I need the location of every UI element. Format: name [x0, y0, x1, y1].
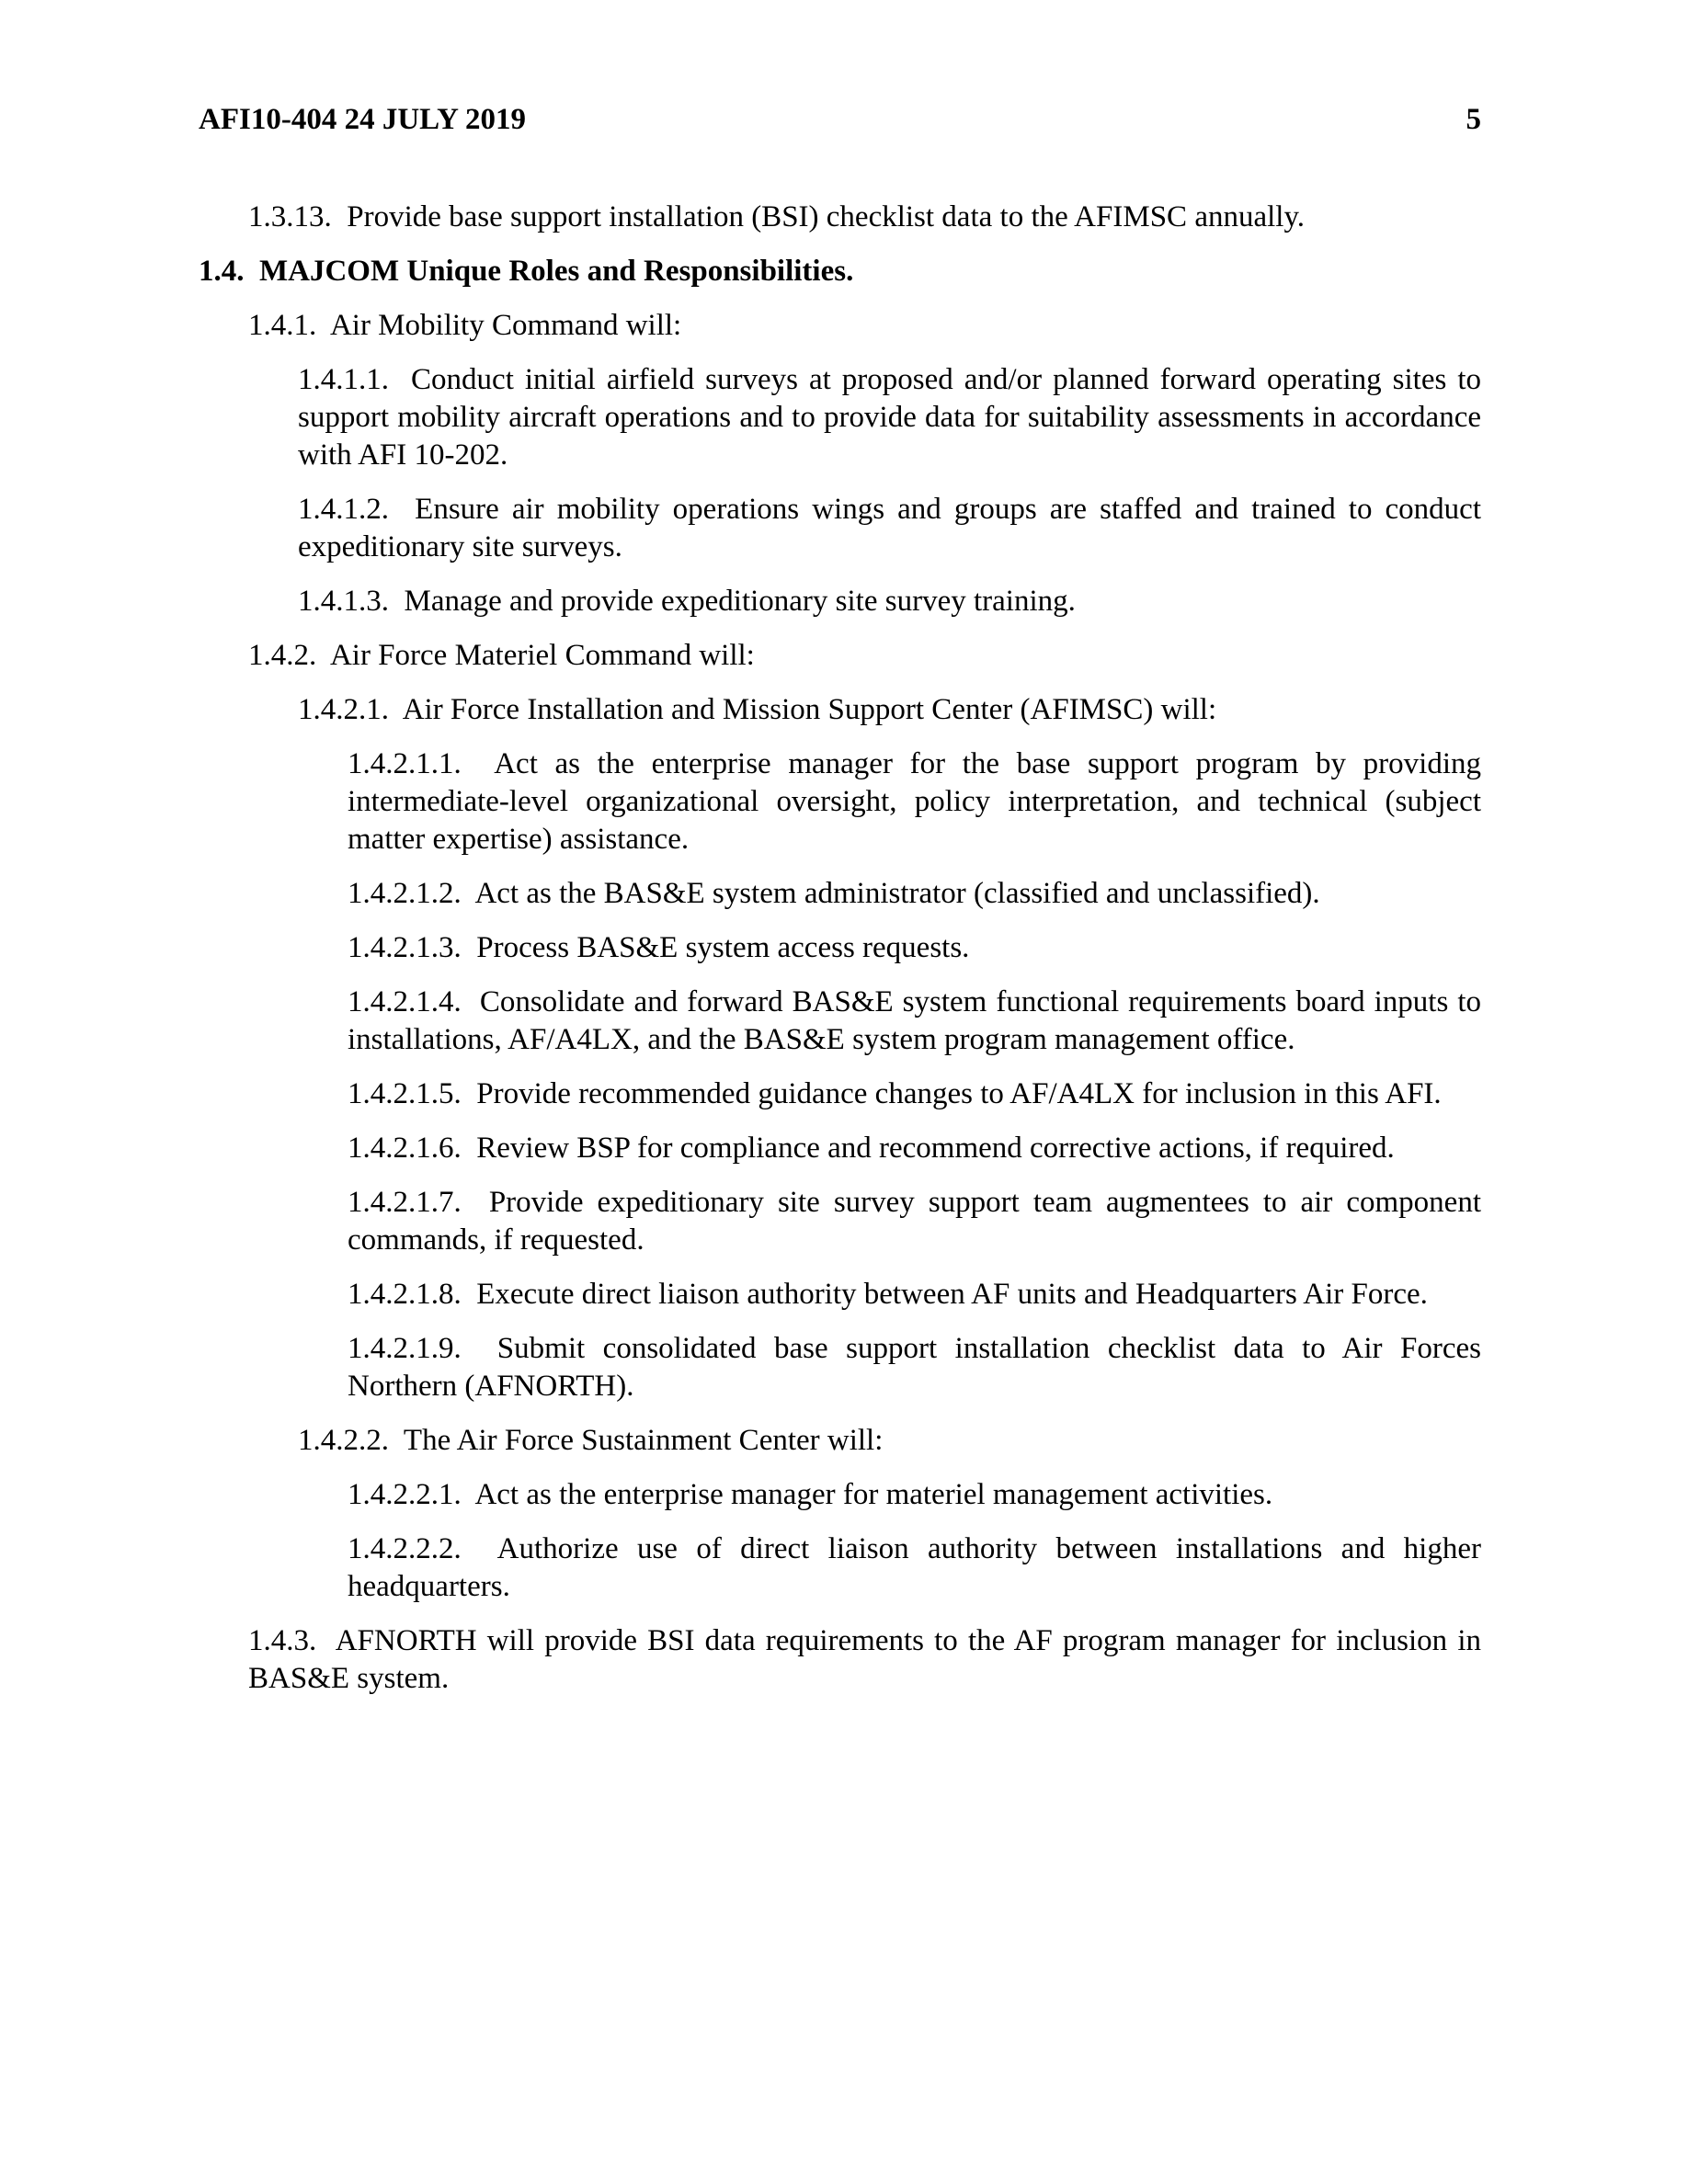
page-header — [199, 99, 1481, 140]
paragraph-text: AFNORTH will provide BSI data requirements to the AF program manager for inclusion in BAS&E system. — [248, 1624, 1481, 1695]
document-body — [199, 199, 1481, 1714]
paragraph-text: Process BAS&E system access requests. — [476, 931, 970, 964]
paragraph-text: Provide base support installation (BSI) checklist data to the AFIMSC annually. — [347, 200, 1306, 233]
paragraph-number: 1.4.2. — [248, 639, 317, 672]
paragraph-number: 1.4.2.1. — [298, 693, 389, 726]
paragraph-number: 1.4.1.2. — [298, 493, 389, 526]
paragraph-text: Ensure air mobility operations wings and groups are staffed and trained to conduct expeditionary site surveys. — [298, 493, 1482, 563]
paragraph-text: Provide recommended guidance changes to AF/A4LX for inclusion in this AFI. — [476, 1077, 1442, 1110]
section-heading-1-4 — [199, 253, 1481, 290]
paragraph-1-4-2-1-1 — [199, 745, 1481, 859]
paragraph-text: Authorize use of direct liaison authority between installations and higher headquarters. — [348, 1532, 1481, 1603]
paragraph-1-4-2 — [199, 637, 1481, 675]
paragraph-number: 1.4.2.1.7. — [348, 1186, 462, 1219]
paragraph-1-4-2-1-6 — [199, 1130, 1481, 1167]
paragraph-number: 1.4.1.3. — [298, 585, 389, 618]
page-number: 5 — [1466, 103, 1481, 136]
paragraph-text: Review BSP for compliance and recommend corrective actions, if required. — [476, 1132, 1395, 1165]
paragraph-1-4-3 — [199, 1622, 1481, 1698]
paragraph-1-4-2-1-4 — [199, 984, 1481, 1059]
paragraph-text: Air Mobility Command will: — [329, 309, 682, 342]
paragraph-1-4-1-1 — [199, 361, 1481, 474]
paragraph-text: The Air Force Sustainment Center will: — [403, 1424, 884, 1457]
paragraph-number: 1.4.3. — [248, 1624, 317, 1657]
paragraph-1-4-1-3 — [199, 583, 1481, 620]
paragraph-1-4-2-1-5 — [199, 1075, 1481, 1113]
paragraph-1-4-2-2-1 — [199, 1476, 1481, 1514]
paragraph-number: 1.4.2.1.4. — [348, 985, 462, 1018]
paragraph-number: 1.4.2.2. — [298, 1424, 389, 1457]
paragraph-text: Act as the enterprise manager for materiel management activities. — [474, 1478, 1273, 1511]
paragraph-text: Execute direct liaison authority between AF units and Headquarters Air Force. — [476, 1278, 1428, 1311]
paragraph-number: 1.4.1.1. — [298, 363, 389, 396]
paragraph-1-4-2-1-9 — [199, 1330, 1481, 1405]
paragraph-text: Act as the BAS&E system administrator (classified and unclassified). — [474, 877, 1320, 910]
paragraph-number: 1.4.2.2.1. — [348, 1478, 462, 1511]
paragraph-1-4-2-1-2 — [199, 875, 1481, 913]
paragraph-text: Air Force Installation and Mission Support Center (AFIMSC) will: — [402, 693, 1217, 726]
paragraph-number: 1.4.2.1.6. — [348, 1132, 462, 1165]
paragraph-1-4-2-1-8 — [199, 1276, 1481, 1314]
paragraph-number: 1.4.1. — [248, 309, 317, 342]
paragraph-number: 1.4.2.1.3. — [348, 931, 462, 964]
paragraph-1-4-2-2 — [199, 1422, 1481, 1460]
paragraph-1-4-1 — [199, 307, 1481, 345]
paragraph-number: 1.4.2.2.2. — [348, 1532, 462, 1565]
paragraph-1-4-1-2 — [199, 491, 1481, 566]
paragraph-number: 1.4.2.1.5. — [348, 1077, 462, 1110]
paragraph-1-4-2-1 — [199, 691, 1481, 729]
section-title: MAJCOM Unique Roles and Responsibilities. — [259, 255, 854, 288]
paragraph-number: 1.4.2.1.1. — [348, 747, 462, 780]
paragraph-number: 1.4.2.1.2. — [348, 877, 462, 910]
section-number: 1.4. — [199, 255, 245, 288]
paragraph-text: Air Force Materiel Command will: — [329, 639, 755, 672]
document-identifier: AFI10-404 24 JULY 2019 — [199, 103, 526, 136]
paragraph-text: Act as the enterprise manager for the base support program by providing intermediate-level organizational oversight, policy interpretation, and technical (subject matter expertise) assistance. — [348, 747, 1481, 856]
paragraph-text: Submit consolidated base support installation checklist data to Air Forces Northern (AFNORTH). — [348, 1332, 1481, 1403]
paragraph-text: Manage and provide expeditionary site survey training. — [404, 585, 1076, 618]
paragraph-number: 1.3.13. — [248, 200, 332, 233]
paragraph-text: Provide expeditionary site survey support team augmentees to air component commands, if requested. — [348, 1186, 1481, 1257]
paragraph-number: 1.4.2.1.9. — [348, 1332, 462, 1365]
paragraph-text: Consolidate and forward BAS&E system functional requirements board inputs to installations, AF/A4LX, and the BAS&E system program management office. — [348, 985, 1482, 1056]
paragraph-1-4-2-1-7 — [199, 1184, 1481, 1259]
paragraph-text: Conduct initial airfield surveys at proposed and/or planned forward operating sites to support mobility aircraft operations and to provide data for suitability assessments in accordance with AFI 10-202. — [298, 363, 1482, 472]
paragraph-1-4-2-2-2 — [199, 1530, 1481, 1606]
paragraph-number: 1.4.2.1.8. — [348, 1278, 462, 1311]
paragraph-1-3-13 — [199, 199, 1481, 236]
paragraph-1-4-2-1-3 — [199, 929, 1481, 967]
